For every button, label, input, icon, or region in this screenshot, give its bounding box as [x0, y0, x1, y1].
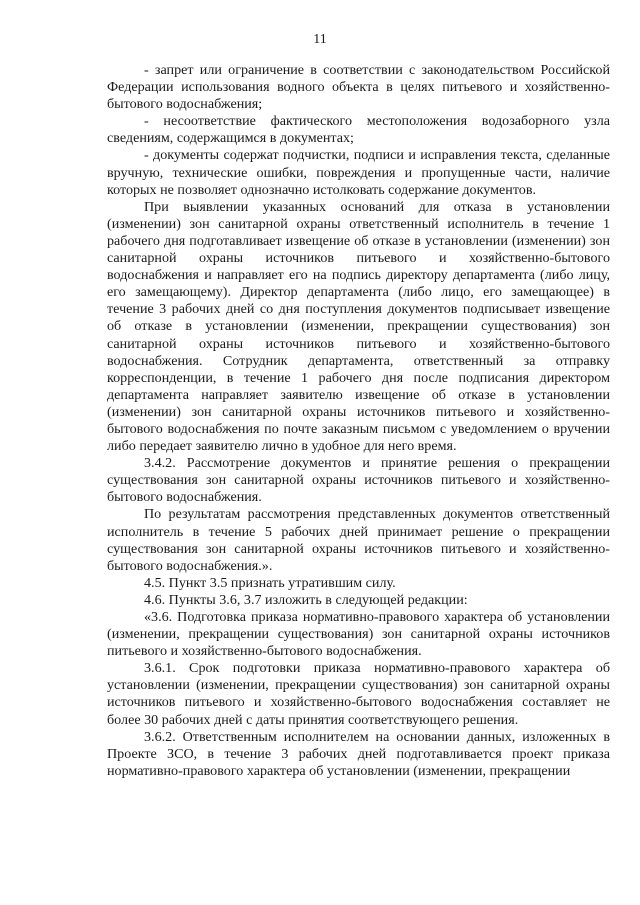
document-body — [107, 62, 610, 780]
paragraph-document-defects: - документы содержат подчистки, подписи и исправления текста, сделанные вручную, технические ошибки, повреждения и пропущенные части, наличие которых не позволяет однозначно истолковать содержание документов. — [107, 147, 610, 198]
paragraph-4-6: 4.6. Пункты 3.6, 3.7 изложить в следующей редакции: — [144, 591, 468, 608]
paragraph-review-results: По результатам рассмотрения представленных документов ответственный исполнитель в течение 5 рабочих дней принимает решение о прекращении существования зон санитарной охраны источников питьевого и хозяйственно-бытового водоснабжения.». — [107, 506, 610, 574]
paragraph-3-6-2: 3.6.2. Ответственным исполнителем на основании данных, изложенных в Проекте ЗСО, в течение 3 рабочих дней подготавливается проект приказа нормативно-правового характера об установлении (изменении, прекращении — [107, 728, 610, 779]
paragraph-refusal-procedure: При выявлении указанных оснований для отказа в установлении (изменении) зон санитарной охраны ответственный исполнитель в течение 1 рабочего дня подготавливает извещение об отказе в установлении (изменении) зон санитарной охраны источников питьевого и хозяйственно-бытового водоснабжения и направляет его на подпись директору департамента (либо лицу, его замещающему). Директор департамента (либо лицо, его замещающее) в течение 3 рабочих дней со дня поступления документов подписывает извещение об отказе в установлении (изменении, прекращении существования) зон санитарной охраны источников питьевого и хозяйственно-бытового водоснабжения. Сотрудник департамента, ответственный за отправку корреспонденции, в течение 1 рабочего дня после подписания директором департамента направляет заявителю извещение об отказе в установлении (изменении) зон санитарной охраны источников питьевого и хозяйственно-бытового водоснабжения по почте заказным письмом с уведомлением о вручении либо передает заявителю лично в удобное для него время. — [107, 198, 610, 455]
paragraph-4-5: 4.5. Пункт 3.5 признать утратившим силу. — [144, 574, 396, 591]
paragraph-location-mismatch: - несоответствие фактического местоположения водозаборного узла сведениям, содержащимся в документах; — [107, 113, 610, 147]
paragraph-3-6-1: 3.6.1. Срок подготовки приказа нормативно-правового характера об установлении (изменении, прекращении существования) зон санитарной охраны источников питьевого и хозяйственно-бытового водоснабжения составляет не более 30 рабочих дней с даты принятия соответствующего решения. — [107, 660, 610, 728]
paragraph-3-4-2: 3.4.2. Рассмотрение документов и принятие решения о прекращении существования зон санитарной охраны источников питьевого и хозяйственно-бытового водоснабжения. — [107, 455, 610, 506]
paragraph-prohibition: - запрет или ограничение в соответствии с законодательством Российской Федерации использования водного объекта в целях питьевого и хозяйственно-бытового водоснабжения; — [107, 62, 610, 113]
paragraph-3-6: «3.6. Подготовка приказа нормативно-правового характера об установлении (изменении, прекращении существования) зон санитарной охраны источников питьевого и хозяйственно-бытового водоснабжения. — [107, 609, 610, 660]
page-number: 11 — [313, 32, 327, 47]
